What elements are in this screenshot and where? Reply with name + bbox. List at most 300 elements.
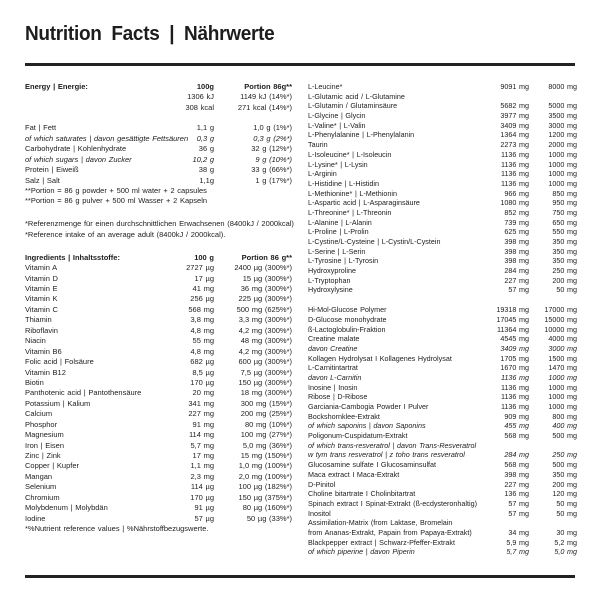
row-value-per-portion: 3,3 mg (300%*): [238, 315, 292, 325]
row-label: Blackpepper extract | Schwarz-Pfeffer-Extrakt: [308, 537, 455, 547]
row-value-per-portion: 750 mg: [552, 207, 577, 217]
row-value-per-portion: 8000 mg: [548, 82, 577, 91]
nutrition-row: [308, 285, 577, 295]
table-header-row: [25, 253, 292, 263]
row-value-per-100g: 4545 mg: [500, 334, 529, 344]
row-label: L-Glutamic acid / L-Glutamine: [308, 91, 405, 101]
row-label: *Reference intake of an average adult (8400kJ / 2000kcal).: [25, 229, 226, 239]
row-value-per-100g: 10,2 g: [192, 154, 214, 164]
row-value-per-100g: 3409 mg: [500, 120, 529, 130]
row-label: L-Phenylalanine | L-Phenylalanin: [308, 130, 415, 140]
row-label: L-Proline | L-Prolin: [308, 227, 369, 237]
row-value-per-portion: 350 mg: [552, 256, 577, 266]
nutrition-row: [308, 441, 577, 451]
row-value-per-portion: 5,0 mg (36%*): [242, 440, 292, 450]
row-value-per-portion: 225 µg (300%*): [238, 294, 292, 304]
row-label: Maca extract I Maca-Extrakt: [308, 469, 400, 479]
row-label: Iodine: [25, 513, 46, 523]
row-value-per-portion: 1 g (17%*): [255, 175, 292, 185]
row-label: L-Threonine* | L-Threonin: [308, 207, 392, 217]
nutrition-row: [25, 219, 292, 229]
row-value-per-portion: 4,2 mg (300%*): [238, 346, 292, 356]
row-value-per-100g: 20 mg: [192, 388, 214, 398]
row-value-per-portion: 1000 mg: [548, 392, 577, 402]
row-value-per-100g: 1136 mg: [500, 178, 529, 188]
row-label: L-Alanine | L-Alanin: [308, 217, 372, 227]
nutrition-row: [308, 111, 577, 121]
nutrition-row: [25, 399, 292, 409]
row-value-per-portion: Portion 86g**: [244, 82, 292, 91]
row-value-per-100g: 1,1 mg: [190, 461, 214, 471]
nutrition-row: [25, 315, 292, 325]
row-value-per-100g: 852 mg: [504, 207, 529, 217]
nutrition-row: [25, 186, 292, 196]
nutrition-row: [308, 518, 577, 528]
nutrition-row: [308, 169, 577, 179]
row-label: Ingredients | Inhaltsstoffe:: [25, 252, 120, 262]
row-value-per-100g: 966 mg: [504, 188, 529, 198]
nutrition-row: [25, 103, 292, 113]
row-value-per-100g: 5,7 mg: [190, 440, 214, 450]
row-value-per-100g: 682 µg: [190, 357, 214, 367]
row-value-per-100g: 9091 mg: [500, 82, 529, 91]
row-value-per-portion: 500 mg: [552, 460, 577, 470]
nutrition-row: [308, 489, 577, 499]
row-value-per-portion: 0,3 g (2%*): [253, 133, 292, 143]
row-value-per-portion: 1000 mg: [548, 178, 577, 188]
row-label: davon L-Carnitin: [308, 372, 362, 382]
row-value-per-100g: 284 mg: [504, 266, 529, 276]
row-value-per-portion: 48 mg (300%*): [240, 336, 292, 346]
row-label: Zinc | Zink: [25, 451, 61, 460]
row-value-per-100g: 256 µg: [190, 294, 214, 304]
row-value-per-portion: 4000 mg: [548, 334, 577, 344]
nutrition-row: [308, 92, 577, 102]
row-value-per-100g: 5682 mg: [500, 101, 529, 111]
nutrition-row: [25, 263, 292, 273]
row-value-per-portion: 1149 kJ (14%*): [240, 92, 292, 102]
row-value-per-100g: 91 µg: [194, 503, 214, 513]
row-value-per-100g: 308 kcal: [185, 102, 214, 112]
row-label: Mangan: [25, 471, 53, 481]
row-value-per-100g: 114 µg: [190, 482, 214, 492]
row-value-per-100g: 398 mg: [504, 246, 529, 256]
row-label: Inosine | Inosin: [308, 382, 358, 392]
row-value-per-portion: 850 mg: [552, 188, 577, 198]
row-gap: [25, 240, 292, 253]
row-value-per-100g: 1136 mg: [500, 149, 529, 159]
row-value-per-100g: 568 mg: [504, 460, 529, 470]
row-label: L-Carnitintartrat: [308, 363, 358, 373]
row-value-per-portion: 50 mg: [556, 285, 577, 295]
row-value-per-portion: 600 µg (300%*): [238, 357, 292, 367]
row-value-per-portion: 30 mg: [556, 527, 577, 537]
nutrition-row: [25, 388, 292, 398]
row-value-per-portion: 5,2 mg: [554, 537, 577, 547]
row-label: Spinach extract I Spinat-Extrakt (ß-ecdysteronhaltig): [308, 498, 477, 508]
row-label: Chromium: [25, 492, 60, 502]
nutrition-row: [308, 354, 577, 364]
nutrition-row: [308, 247, 577, 257]
row-value-per-100g: 2273 mg: [500, 140, 529, 150]
row-value-per-100g: 91 mg: [192, 419, 214, 429]
row-value-per-portion: 80 mg (10%*): [244, 419, 292, 429]
row-label: *%Nutrient reference values | %Nährstoffbezugswerte.: [25, 524, 209, 534]
nutrition-row: [308, 421, 577, 431]
row-value-per-100g: 1080 mg: [500, 198, 529, 208]
row-label: of which sugars | davon Zucker: [25, 154, 132, 164]
row-value-per-100g: 284 mg: [504, 450, 529, 460]
row-label: D-Pinitol: [308, 479, 336, 489]
right-column: [308, 82, 577, 557]
table-header-row: [25, 82, 292, 92]
row-label: Biotin: [25, 377, 44, 387]
row-value-per-100g: 2727 µg: [186, 263, 214, 273]
row-label: w tym trans resveratrol | z toho trans resveratrol: [308, 450, 465, 460]
row-value-per-portion: 250 mg: [552, 450, 577, 460]
row-value-per-100g: 170 µg: [190, 492, 214, 502]
row-value-per-100g: 38 g: [198, 165, 214, 175]
row-label: Vitamin B6: [25, 346, 62, 356]
row-value-per-100g: 36 g: [198, 144, 214, 154]
row-value-per-100g: 1705 mg: [500, 353, 529, 363]
nutrition-row: [308, 325, 577, 335]
row-label: Vitamin A: [25, 263, 58, 273]
nutrition-row: [25, 92, 292, 102]
nutrition-row: [308, 509, 577, 519]
row-value-per-100g: 568 mg: [188, 304, 214, 314]
row-value-per-100g: 1136 mg: [500, 372, 529, 382]
nutrition-row: [25, 503, 292, 513]
row-value-per-portion: 2000 mg: [548, 140, 577, 150]
row-label: of which saturates | davon gesättigte Fettsäuren: [25, 133, 189, 143]
row-value-per-portion: Portion 86 g**: [241, 252, 292, 262]
row-label: L-Glutamin / Glutaminsäure: [308, 101, 398, 111]
row-label: Riboflavin: [25, 325, 58, 335]
row-value-per-portion: 50 µg (33%*): [246, 513, 292, 523]
nutrition-row: [308, 460, 577, 470]
nutrition-row: [25, 482, 292, 492]
row-label: Copper | Kupfer: [25, 461, 80, 471]
nutrition-row: [308, 101, 577, 111]
row-value-per-portion: 350 mg: [552, 469, 577, 479]
nutrition-row: [308, 150, 577, 160]
row-value-per-portion: 800 mg: [552, 411, 577, 421]
row-value-per-portion: 5000 mg: [548, 101, 577, 111]
row-value-per-100g: 34 mg: [508, 527, 529, 537]
row-value-per-portion: 100 µg (182%*): [238, 482, 292, 492]
row-value-per-portion: 3500 mg: [548, 111, 577, 121]
nutrition-row: [25, 155, 292, 165]
nutrition-row: [308, 266, 577, 276]
row-label: Vitamin C: [25, 304, 58, 314]
row-value-per-portion: 33 g (66%*): [251, 165, 292, 175]
row-value-per-portion: 4,2 mg (300%*): [238, 325, 292, 335]
row-value-per-100g: 57 mg: [508, 285, 529, 295]
row-value-per-portion: 650 mg: [552, 217, 577, 227]
row-label: Vitamin E: [25, 284, 58, 293]
row-label: Vitamin B12: [25, 367, 66, 377]
nutrition-row: [25, 144, 292, 154]
row-value-per-portion: 350 mg: [552, 237, 577, 246]
row-label: Hydroxyproline: [308, 266, 356, 276]
nutrition-row: [308, 373, 577, 383]
row-value-per-portion: 36 mg (300%*): [240, 284, 292, 293]
row-value-per-100g: 455 mg: [504, 421, 529, 431]
row-value-per-100g: 1136 mg: [500, 392, 529, 402]
row-label: davon Creatine: [308, 343, 358, 353]
row-label: Calcium: [25, 409, 53, 419]
row-label: L-Isoleucine* | L-Isoleucin: [308, 149, 392, 159]
row-value-per-portion: 1000 mg: [548, 402, 577, 411]
nutrition-row: [308, 82, 577, 92]
row-value-per-100g: 341 mg: [188, 398, 214, 408]
row-value-per-100g: 625 mg: [504, 227, 529, 237]
row-value-per-portion: 500 mg: [552, 431, 577, 441]
row-value-per-portion: 15 mg (150%*): [240, 451, 292, 460]
row-label: **Portion = 86 g pulver + 500 ml Wasser + 2 Kapseln: [25, 196, 208, 206]
row-value-per-portion: 950 mg: [552, 198, 577, 208]
row-value-per-100g: 57 mg: [508, 508, 529, 518]
row-value-per-portion: 1000 mg: [548, 169, 577, 179]
nutrition-row: [25, 461, 292, 471]
row-label: Potassium | Kalium: [25, 398, 91, 408]
row-gap: [25, 207, 292, 220]
row-value-per-portion: 80 µg (160%*): [242, 503, 292, 513]
row-value-per-100g: 17 µg: [194, 273, 214, 283]
row-value-per-100g: 398 mg: [504, 469, 529, 479]
row-label: Vitamin D: [25, 273, 58, 283]
row-label: Choline bitartrate I Cholinbitartrat: [308, 489, 416, 499]
row-value-per-portion: 200 mg (25%*): [240, 409, 292, 419]
nutrition-row: [308, 130, 577, 140]
row-label: of which trans-resveratrol | davon Trans-Resveratrol: [308, 440, 477, 450]
row-label: L-Cystine/L-Cysteine | L-Cystin/L-Cystein: [308, 237, 441, 246]
row-label: L-Tyrosine | L-Tyrosin: [308, 256, 379, 266]
nutrition-row: [308, 547, 577, 557]
row-label: of which piperine | davon Piperin: [308, 547, 415, 557]
nutrition-row: [25, 378, 292, 388]
row-label: from Ananas-Extrakt, Papain from Papaya-Extrakt): [308, 527, 472, 537]
row-label: *Referenzmenge für einen durchschnittlichen Erwachsenen (8400kJ / 2000kcal): [25, 219, 294, 229]
row-value-per-100g: 568 mg: [504, 431, 529, 441]
row-label: L-Aspartic acid | L-Asparaginsäure: [308, 198, 420, 208]
row-label: Fat | Fett: [25, 123, 57, 133]
row-value-per-100g: 4,8 mg: [190, 346, 214, 356]
row-value-per-portion: 1470 mg: [548, 363, 577, 373]
row-value-per-100g: 227 mg: [504, 275, 529, 285]
row-label: Folic acid | Folsäure: [25, 357, 94, 367]
row-label: Thiamin: [25, 315, 52, 325]
row-label: Energy | Energie:: [25, 82, 88, 91]
nutrition-row: [308, 402, 577, 412]
row-value-per-100g: 17045 mg: [496, 314, 529, 324]
row-value-per-portion: 1200 mg: [548, 130, 577, 140]
nutrition-row: [308, 499, 577, 509]
row-value-per-portion: 32 g (12%*): [251, 144, 292, 154]
row-label: of which saponins | davon Saponins: [308, 421, 426, 431]
row-value-per-portion: 50 mg: [556, 498, 577, 508]
row-value-per-portion: 3000 mg: [548, 343, 577, 353]
nutrition-row: [25, 336, 292, 346]
nutrition-row: [25, 493, 292, 503]
row-value-per-100g: 3,8 mg: [190, 315, 214, 325]
row-value-per-100g: 114 mg: [188, 430, 214, 440]
row-value-per-portion: 120 mg: [552, 489, 577, 499]
row-value-per-100g: 1,1 g: [196, 123, 214, 133]
nutrition-row: [308, 140, 577, 150]
nutrition-row: [25, 451, 292, 461]
row-value-per-100g: 398 mg: [504, 237, 529, 246]
nutrition-row: [25, 514, 292, 524]
row-label: Poligonum-Cuspidatum-Extrakt: [308, 431, 408, 441]
nutrition-row: [308, 383, 577, 393]
row-value-per-100g: 1670 mg: [500, 363, 529, 373]
nutrition-row: [308, 179, 577, 189]
row-label: Hydroxylysine: [308, 285, 353, 295]
nutrition-row: [308, 227, 577, 237]
nutrition-row: [308, 392, 577, 402]
nutrition-row: [308, 198, 577, 208]
row-value-per-portion: 1000 mg: [548, 382, 577, 392]
row-value-per-portion: 2,0 mg (100%*): [238, 471, 292, 481]
nutrition-row: [308, 538, 577, 548]
nutrition-row: [308, 315, 577, 325]
nutrition-row: [25, 472, 292, 482]
row-label: L-Tryptophan: [308, 275, 351, 285]
row-value-per-portion: 200 mg: [552, 275, 577, 285]
row-label: Niacin: [25, 336, 46, 346]
page-title: Nutrition Facts | Nährwerte: [25, 23, 275, 45]
nutrition-row: [25, 420, 292, 430]
nutrition-row: [25, 274, 292, 284]
nutrition-row: [308, 480, 577, 490]
row-value-per-100g: 57 µg: [194, 513, 214, 523]
nutrition-row: [25, 134, 292, 144]
row-value-per-portion: 1000 mg: [548, 372, 577, 382]
nutrition-row: [25, 196, 292, 206]
nutrition-row: [308, 237, 577, 247]
nutrition-row: [308, 431, 577, 441]
row-value-per-100g: 136 mg: [504, 489, 529, 499]
row-label: Phosphor: [25, 419, 58, 429]
row-label: Taurin: [308, 140, 328, 150]
nutrition-row: [25, 441, 292, 451]
row-label: Bockshornklee-Extrakt: [308, 411, 380, 421]
row-value-per-100g: 1136 mg: [500, 159, 529, 169]
row-label: Vitamin K: [25, 294, 58, 304]
row-label: L-Serine | L-Serin: [308, 246, 366, 256]
row-value-per-100g: 3409 mg: [500, 343, 529, 353]
nutrition-row: [25, 230, 292, 240]
nutrition-row: [308, 189, 577, 199]
row-value-per-portion: 150 µg (300%*): [238, 377, 292, 387]
row-label: Carbohydrate | Kohlenhydrate: [25, 144, 127, 154]
row-value-per-100g: 1364 mg: [500, 130, 529, 140]
row-value-per-portion: 17000 mg: [544, 305, 577, 315]
row-value-per-100g: 5,9 mg: [506, 537, 529, 547]
row-value-per-100g: 17 mg: [192, 451, 214, 460]
nutrition-row: [25, 368, 292, 378]
row-value-per-100g: 100g: [196, 82, 214, 91]
row-gap: [308, 295, 577, 305]
nutrition-row: [25, 284, 292, 294]
row-value-per-portion: 50 mg: [556, 508, 577, 518]
row-value-per-100g: 227 mg: [504, 479, 529, 489]
row-value-per-portion: 400 mg: [552, 421, 577, 431]
nutrition-row: [308, 121, 577, 131]
nutrition-row: [308, 334, 577, 344]
row-label: L-Arginin: [308, 169, 337, 179]
row-value-per-portion: 300 mg (15%*): [240, 398, 292, 408]
left-column: [25, 82, 292, 535]
row-label: L-Glycine | Glycin: [308, 111, 366, 121]
row-label: Assimilation-Matrix (from Laktase, Bromelain: [308, 518, 453, 528]
row-label: Panthotenic acid | Pantothensäure: [25, 388, 142, 398]
row-value-per-100g: 5,7 mg: [506, 547, 529, 557]
nutrition-row: [308, 256, 577, 266]
row-label: Iron | Eisen: [25, 440, 65, 450]
row-value-per-portion: 15000 mg: [544, 314, 577, 324]
nutrition-row: [308, 363, 577, 373]
row-value-per-portion: 1000 mg: [548, 149, 577, 159]
row-value-per-portion: 2400 µg (300%*): [234, 263, 292, 273]
row-label: Inositol: [308, 508, 331, 518]
row-value-per-portion: 1,0 g (1%*): [253, 123, 292, 133]
row-label: Salz | Salt: [25, 175, 60, 185]
row-value-per-portion: 250 mg: [552, 266, 577, 276]
row-value-per-100g: 909 mg: [504, 411, 529, 421]
row-value-per-100g: 1306 kJ: [187, 92, 214, 102]
nutrition-row: [25, 165, 292, 175]
row-value-per-100g: 398 mg: [504, 256, 529, 266]
row-value-per-100g: 11364 mg: [496, 324, 529, 334]
row-gap: [25, 113, 292, 123]
row-label: Molybdenum | Molybdän: [25, 503, 108, 513]
row-label: L-Lysine* | L-Lysin: [308, 159, 368, 169]
row-value-per-portion: 1500 mg: [548, 353, 577, 363]
nutrition-row: [25, 294, 292, 304]
nutrition-row: [308, 450, 577, 460]
nutrition-row: [308, 208, 577, 218]
nutrition-row: [25, 430, 292, 440]
row-value-per-portion: 550 mg: [552, 227, 577, 237]
row-label: Hi-Mol-Glucose Polymer: [308, 305, 387, 315]
row-value-per-100g: 1,1g: [199, 175, 214, 185]
row-value-per-100g: 227 mg: [188, 409, 214, 419]
row-label: Creatine malate: [308, 334, 360, 344]
row-value-per-portion: 1,0 mg (100%*): [238, 461, 292, 471]
nutrition-row: [308, 305, 577, 315]
row-value-per-100g: 19318 mg: [496, 305, 529, 315]
row-value-per-100g: 4,8 mg: [190, 325, 214, 335]
row-value-per-100g: 2,3 mg: [190, 471, 214, 481]
row-label: **Portion = 86 g powder + 500 ml water + 2 capsules: [25, 185, 207, 195]
row-value-per-portion: 7,5 µg (300%*): [240, 367, 292, 377]
row-value-per-portion: 3000 mg: [548, 120, 577, 130]
row-value-per-portion: 10000 mg: [544, 324, 577, 334]
row-value-per-100g: 8,5 µg: [192, 367, 214, 377]
row-label: D-Glucose monohydrate: [308, 314, 387, 324]
row-value-per-100g: 55 mg: [192, 336, 214, 346]
row-label: Protein | Eiweiß: [25, 165, 79, 175]
row-value-per-portion: 350 mg: [552, 246, 577, 256]
row-value-per-100g: 1136 mg: [500, 169, 529, 179]
nutrition-row: [308, 470, 577, 480]
row-value-per-portion: 15 µg (300%*): [242, 273, 292, 283]
nutrition-row: [25, 176, 292, 186]
row-label: ß-Lactoglobulin-Fraktion: [308, 324, 386, 334]
